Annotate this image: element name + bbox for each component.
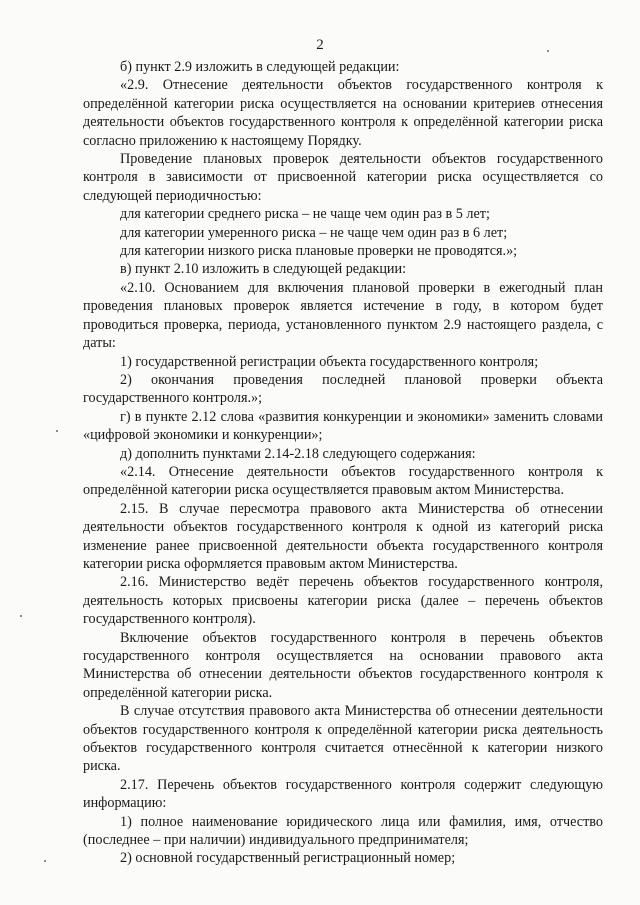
scan-speck (20, 615, 22, 617)
paragraph-2-15: 2.15. В случае пересмотра правового акта Министерства об отнесении деятельности объектов государственного контроля к одной из категорий риска изменение ранее присвоенной деятельности объекта государственного контроля категории риска оформляется правовым актом Министерства. (83, 500, 603, 572)
paragraph-item-v: в) пункт 2.10 изложить в следующей редакции: (120, 261, 407, 278)
paragraph-registration: 1) государственной регистрации объекта государственного контроля; (120, 353, 539, 370)
scan-speck (547, 50, 549, 52)
paragraph-ogrn: 2) основной государственный регистрационный номер; (120, 850, 456, 867)
paragraph-low-risk: для категории низкого риска плановые проверки не проводятся.»; (120, 243, 518, 260)
scan-speck (44, 860, 46, 862)
paragraph-last-inspection: 2) окончания проведения последней плановой проверки объекта государственного контроля.»; (83, 371, 603, 407)
paragraph-medium-risk: для категории среднего риска – не чаще чем один раз в 5 лет; (120, 206, 490, 223)
paragraph-planned-inspections: Проведение плановых проверок деятельности объектов государственного контроля в зависимости от присвоенной категории риска осуществляется со следующей периодичностью: (83, 151, 603, 204)
paragraph-2-10: «2.10. Основанием для включения плановой проверки в ежегодный план проведения плановых проверок является истечение в году, в котором будет проводиться проверка, периода, установленного пунктом 2.9 настоящего раздела, с даты: (83, 279, 603, 352)
paragraph-absence: В случае отсутствия правового акта Министерства об отнесении деятельности объектов государственного контроля к определённой категории риска деятельность объектов государственного контроля считается отнесённой к категории низкого риска. (83, 703, 603, 775)
paragraph-inclusion: Включение объектов государственного контроля в перечень объектов государственного контроля осуществляется на основании правового акта Министерства об отнесении деятельности объектов государственного контроля к определённой категории риска. (83, 629, 603, 701)
document-body (83, 58, 603, 868)
paragraph-item-d: д) дополнить пунктами 2.14-2.18 следующего содержания: (120, 445, 476, 462)
paragraph-full-name: 1) полное наименование юридического лица или фамилия, имя, отчество (последнее – при наличии) индивидуального предпринимателя; (83, 813, 603, 849)
paragraph-2-16: 2.16. Министерство ведёт перечень объектов государственного контроля, деятельность которых присвоены категории риска (далее – перечень объектов государственного контроля). (83, 574, 603, 628)
page-number: 2 (316, 37, 324, 53)
paragraph-2-14: «2.14. Отнесение деятельности объектов государственного контроля к определённой категории риска осуществляется правовым актом Министерства. (83, 463, 603, 499)
paragraph-item-g: г) в пункте 2.12 слова «развития конкуренции и экономики» заменить словами «цифровой экономики и конкуренции»; (83, 408, 603, 444)
paragraph-moderate-risk: для категории умеренного риска – не чаще чем один раз в 6 лет; (120, 224, 508, 241)
paragraph-item-b: б) пункт 2.9 изложить в следующей редакции: (120, 59, 400, 75)
scan-speck (56, 430, 58, 432)
paragraph-2-17: 2.17. Перечень объектов государственного контроля содержит следующую информацию: (83, 776, 603, 812)
paragraph-2-9: «2.9. Отнесение деятельности объектов государственного контроля к определённой категории риска осуществляется на основании критериев отнесения деятельности объектов государственного контроля к определённой категории риска согласно приложению к настоящему Порядку. (83, 77, 603, 149)
